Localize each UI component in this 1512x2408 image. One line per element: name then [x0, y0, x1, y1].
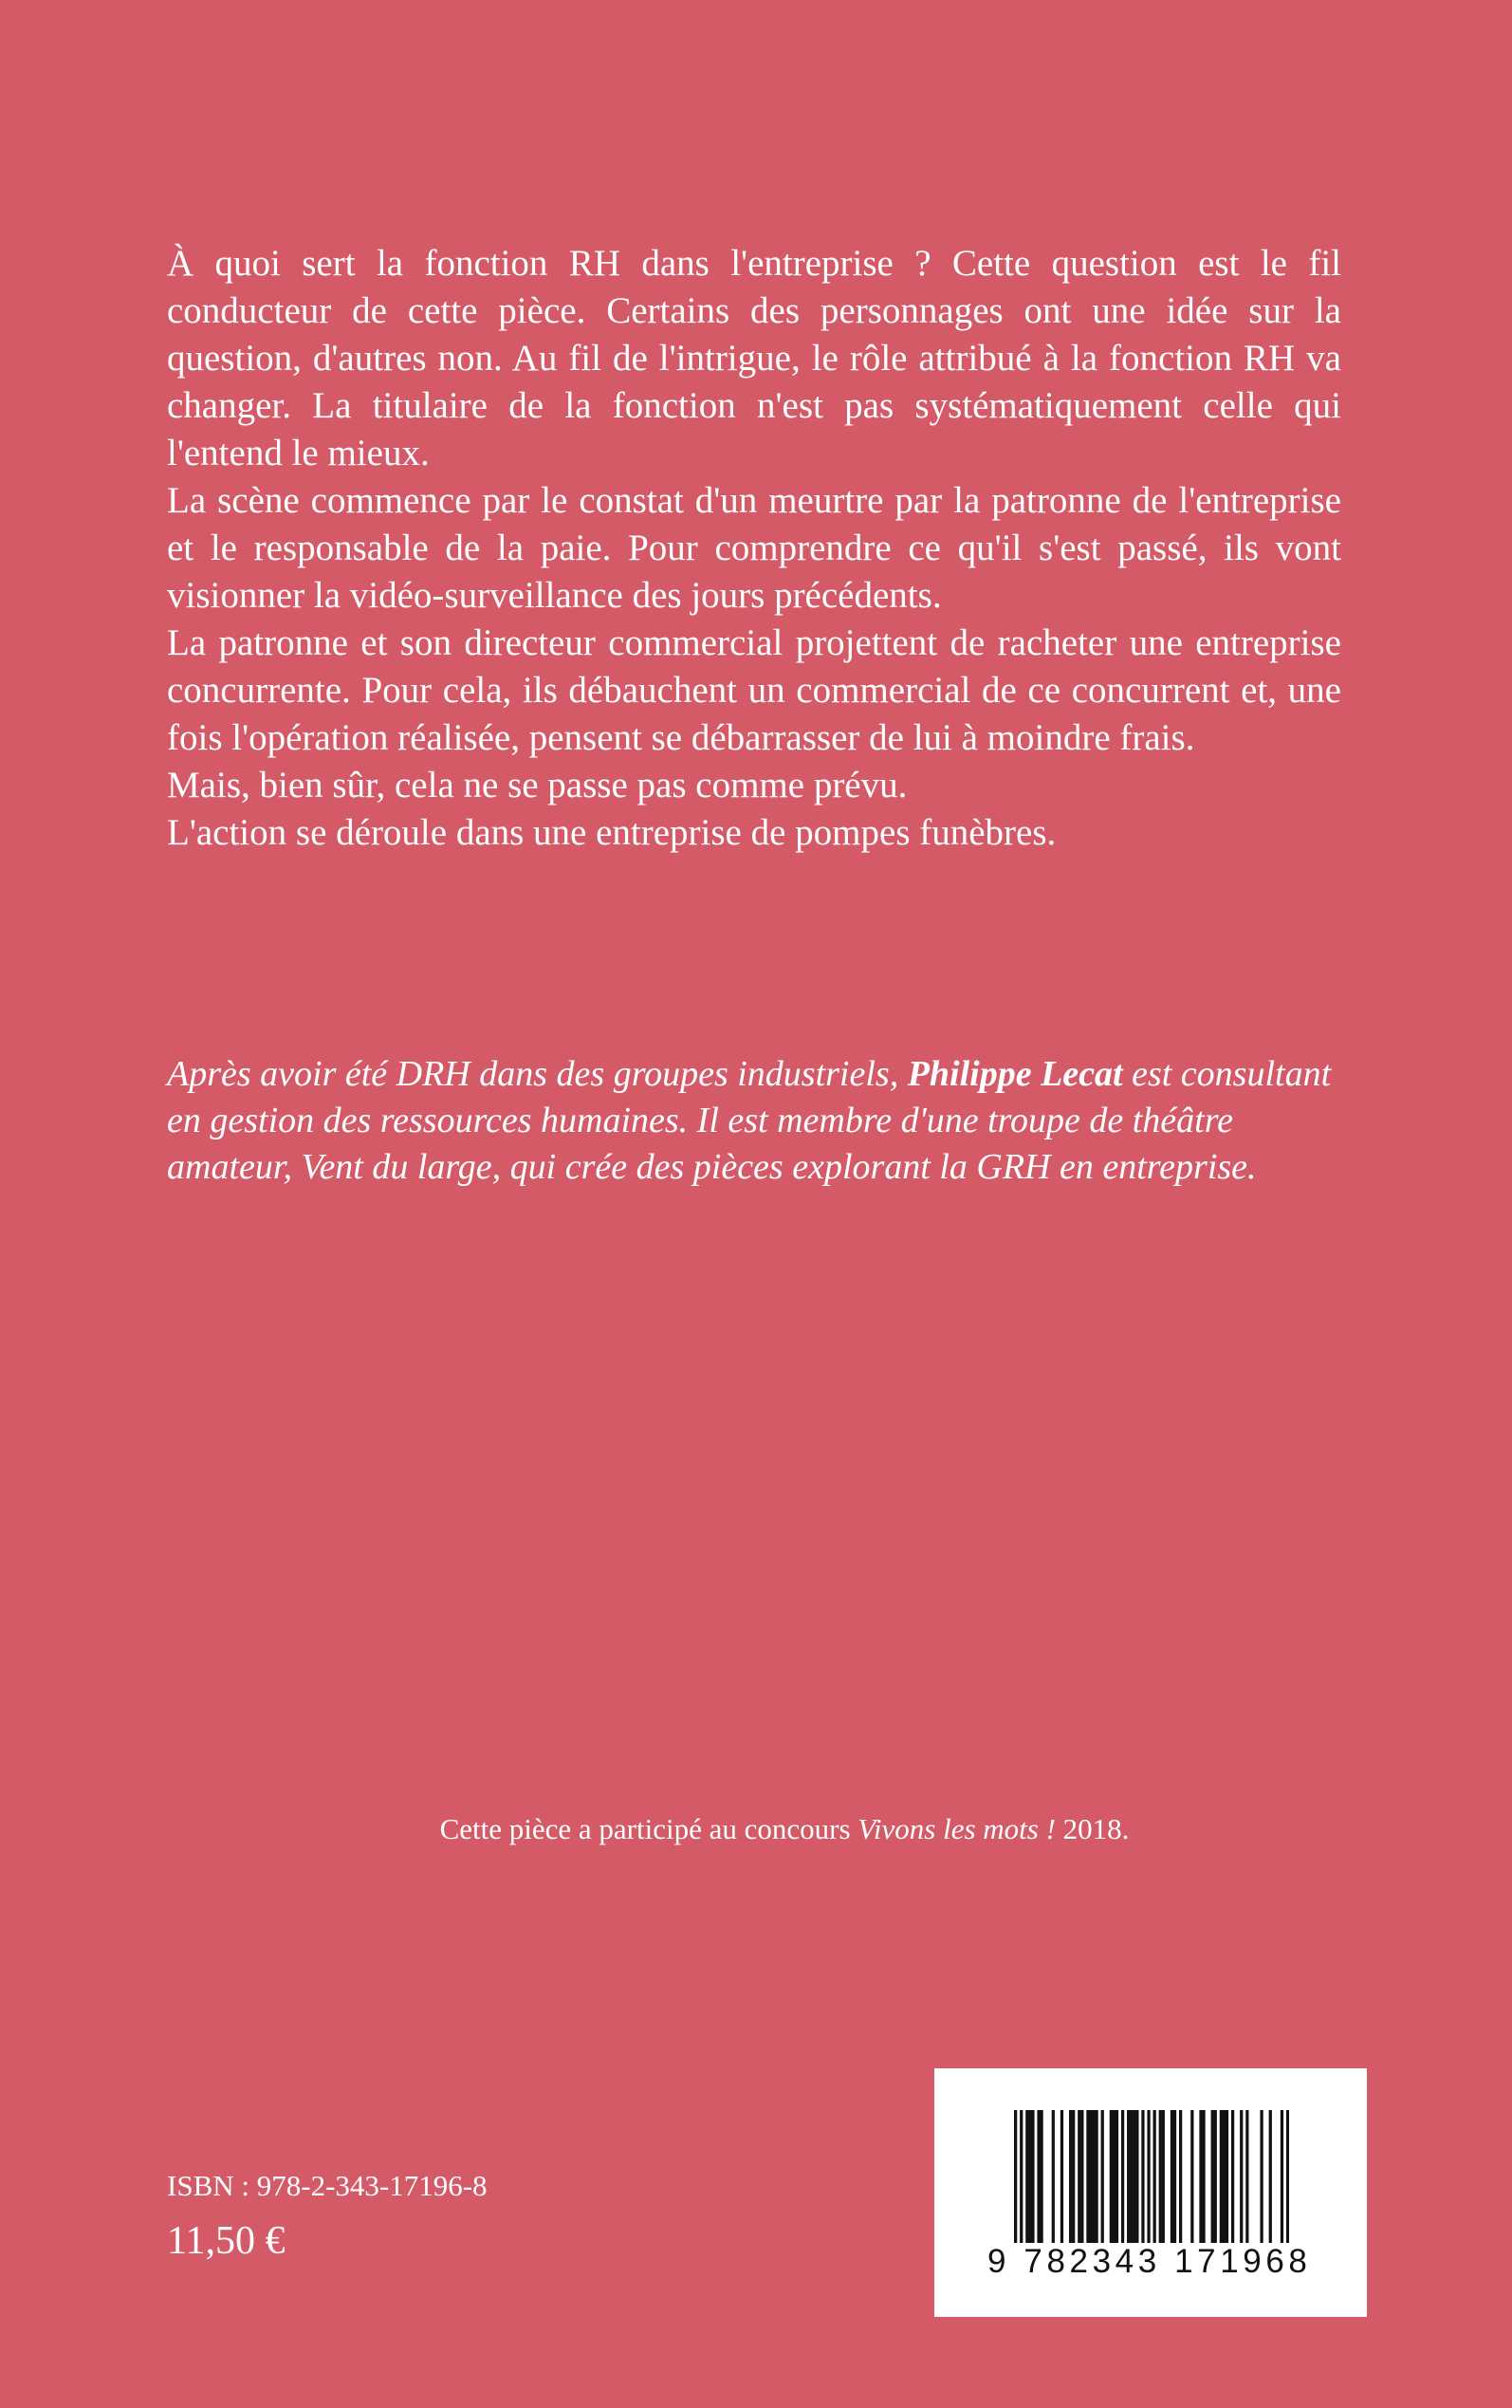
barcode-bar	[1226, 2110, 1228, 2243]
barcode-bar	[1171, 2110, 1173, 2243]
author-name: Philippe Lecat	[907, 1054, 1123, 1094]
author-bio	[167, 1051, 1341, 1191]
barcode-bar	[1245, 2110, 1248, 2243]
barcode-bar	[1031, 2110, 1034, 2243]
barcode-bar	[1040, 2110, 1042, 2243]
barcode-bar	[1052, 2110, 1055, 2243]
barcode-bar	[1173, 2110, 1176, 2243]
contest-year: 2018.	[1062, 1812, 1130, 1845]
barcode-bar	[1260, 2110, 1263, 2243]
barcode-bar	[1220, 2110, 1223, 2243]
barcode-bar	[1179, 2110, 1182, 2243]
barcode-bar	[1135, 2110, 1138, 2243]
barcode-bar	[1141, 2110, 1144, 2243]
barcode-bar	[1086, 2110, 1089, 2243]
barcode-bar	[1072, 2110, 1075, 2243]
isbn: ISBN : 978-2-343-17196-8	[167, 2169, 488, 2202]
barcode-bar	[1130, 2110, 1133, 2243]
barcode-bar	[1147, 2110, 1150, 2243]
barcode-bar	[1069, 2110, 1072, 2243]
author-bio-intro: Après avoir été DRH dans des groupes industriels,	[167, 1054, 899, 1094]
barcode-bar	[1281, 2110, 1283, 2243]
barcode-bar	[1025, 2110, 1028, 2243]
barcode-bar	[1199, 2110, 1202, 2243]
barcode-bar	[1089, 2110, 1092, 2243]
barcode-bar	[1014, 2110, 1017, 2243]
barcode-bar	[1078, 2110, 1080, 2243]
barcode-bar	[1080, 2110, 1083, 2243]
contest-note	[0, 1810, 1512, 1848]
summary-paragraph: L'action se déroule dans une entreprise de pompes funèbres.	[167, 812, 1057, 853]
back-cover-summary	[167, 240, 1341, 857]
barcode-bar	[1231, 2110, 1234, 2243]
barcode-bar	[1113, 2110, 1116, 2243]
barcode-bar	[1121, 2110, 1124, 2243]
author-bio-text: est consultant en gestion des ressources humaines. Il est membre d'une troupe de théâtre amateur, Vent du large, qui crée des pièces explorant la GRH en entreprise.	[167, 1054, 1332, 1187]
barcode-bar	[1214, 2110, 1217, 2243]
barcode-bar	[1223, 2110, 1226, 2243]
barcode-bar	[1159, 2110, 1162, 2243]
barcode-bar	[1101, 2110, 1104, 2243]
barcode-bar	[1060, 2110, 1063, 2243]
barcode-bars	[1014, 2110, 1289, 2252]
contest-title: Vivons les mots !	[857, 1812, 1056, 1845]
barcode-bar	[1153, 2110, 1156, 2243]
summary-paragraph: Mais, bien sûr, cela ne se passe pas comme prévu.	[167, 765, 908, 806]
barcode-bar	[1095, 2110, 1097, 2243]
barcode-bar	[1037, 2110, 1040, 2243]
summary-paragraph: La scène commence par le constat d'un meurtre par la patronne de l'entreprise et le responsable de la paie. Pour comprendre ce qu'il s'est passé, ils vont visionner la vidéo-surveillance des jours précédents.	[167, 480, 1341, 616]
barcode-bar	[1028, 2110, 1031, 2243]
barcode	[934, 2068, 1367, 2317]
barcode-bar	[1127, 2110, 1130, 2243]
barcode-bar	[1190, 2110, 1193, 2243]
summary-paragraph: À quoi sert la fonction RH dans l'entreprise ? Cette question est le fil conducteur de cette pièce. Certains des personnages ont une idée sur la question, d'autres non. Au fil de l'intrigue, le rôle attribué à la fonction RH va changer. La titulaire de la fonction n'est pas systématiquement celle qui l'entend le mieux.	[167, 243, 1341, 473]
barcode-bar	[1211, 2110, 1214, 2243]
barcode-bar	[1269, 2110, 1272, 2243]
barcode-bar	[1110, 2110, 1113, 2243]
contest-note-intro: Cette pièce a participé au concours	[439, 1812, 851, 1845]
barcode-bar	[1286, 2110, 1289, 2243]
barcode-bar	[1020, 2110, 1023, 2243]
summary-paragraph: La patronne et son directeur commercial projettent de racheter une entreprise concurrente. Pour cela, ils débauchent un commercial de ce concurrent et, une fois l'opération réalisée, pensent se débarrasser de lui à moindre frais.	[167, 622, 1341, 758]
barcode-digits: 9 782343 171968	[987, 2243, 1312, 2280]
barcode-bar	[1116, 2110, 1118, 2243]
barcode-bar	[1092, 2110, 1095, 2243]
barcode-bar	[1202, 2110, 1205, 2243]
price: 11,50 €	[167, 2219, 286, 2263]
barcode-bar	[1240, 2110, 1243, 2243]
barcode-bar	[1162, 2110, 1165, 2243]
barcode-bar	[1133, 2110, 1135, 2243]
